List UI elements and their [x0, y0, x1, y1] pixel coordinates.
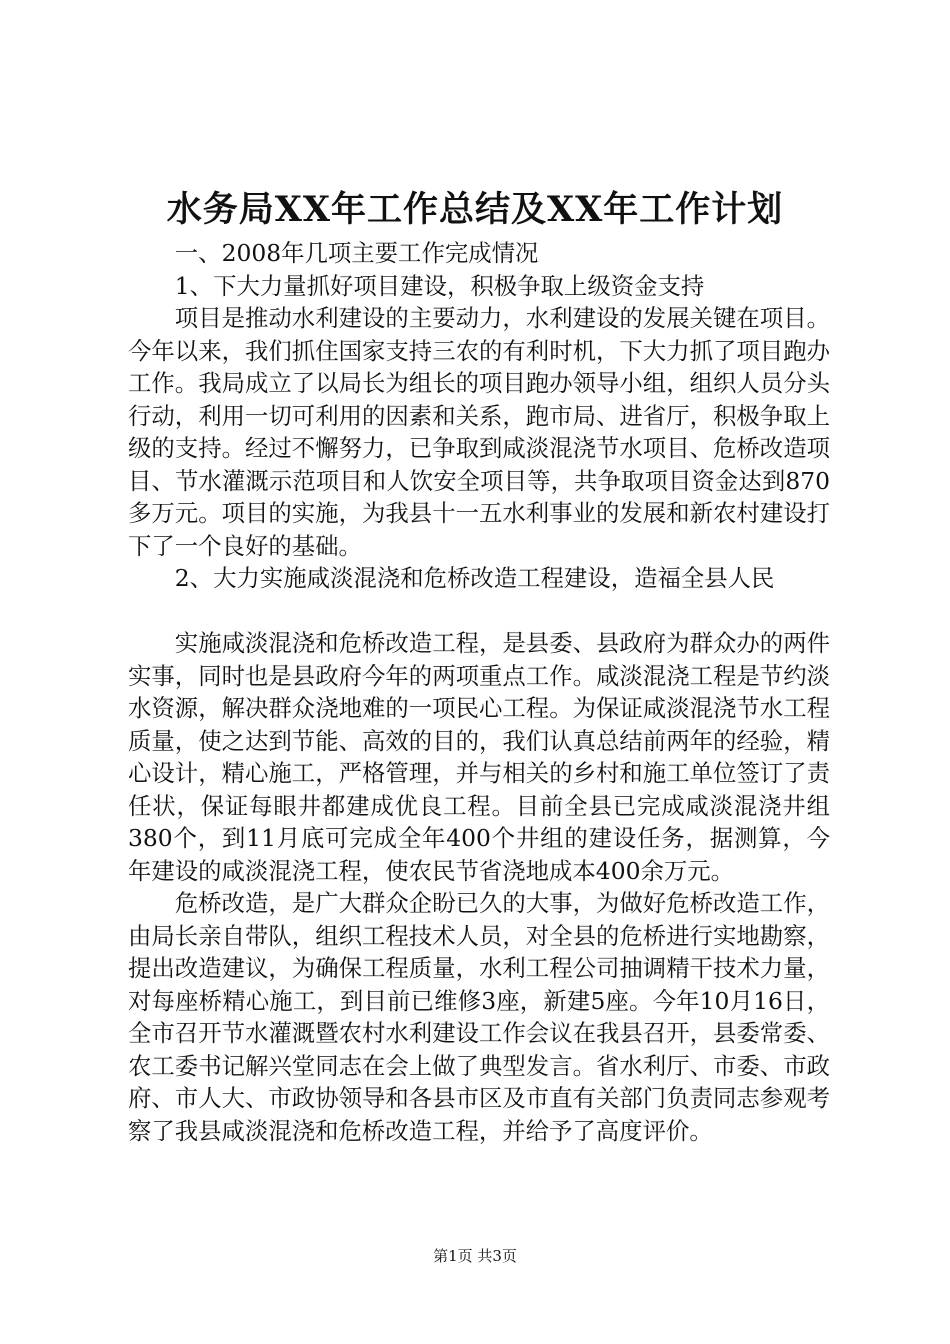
item-heading: 1、下大力量抓好项目建设，积极争取上级资金支持 [174, 271, 705, 300]
paragraph: 项目是推动水利建设的主要动力，水利建设的发展关键在项目。今年以来，我们抓住国家支持三农的有利时机，下大力抓了项目跑办工作。我局成立了以局长为组长的项目跑办领导小组，组织人员分头行动，利用一切可利用的因素和关系，跑市局、进省厅，积极争取上级的支持。经过不懈努力，已争取到咸淡混浇节水项目、危桥改造项目、节水灌溉示范项目和人饮安全项目等，共争取项目资金达到870多万元。项目的实施，为我县十一五水利事业的发展和新农村建设打下了一个良好的基础。 [128, 304, 830, 560]
item-heading: 2、大力实施咸淡混浇和危桥改造工程建设，造福全县人民 [174, 564, 775, 592]
document-title: 水务局XX年工作总结及XX年工作计划 [166, 189, 784, 230]
blank-line [128, 595, 830, 628]
paragraph: 实施咸淡混浇和危桥改造工程，是县委、县政府为群众办的两件实事，同时也是县政府今年的两项重点工作。咸淡混浇工程是节约淡水资源，解决群众浇地难的一项民心工程。为保证咸淡混浇节水工程质量，使之达到节能、高效的目的，我们认真总结前两年的经验，精心设计，精心施工，严格管理，并与相关的乡村和施工单位签订了责任状，保证每眼井都建成优良工程。目前全县已完成咸淡混浇井组380个，到11月底可完成全年400个井组的建设任务，据测算，今年建设的咸淡混浇工程，使农民节省浇地成本400余万元。 [128, 629, 830, 885]
paragraph: 危桥改造，是广大群众企盼已久的大事，为做好危桥改造工作，由局长亲自带队，组织工程技术人员，对全县的危桥进行实地勘察，提出改造建议，为确保工程质量，水利工程公司抽调精干技术力量，对每座桥精心施工，到目前已维修3座，新建5座。今年10月16日，全市召开节水灌溉暨农村水利建设工作会议在我县召开，县委常委、农工委书记解兴堂同志在会上做了典型发言。省水利厅、市委、市政府、市人大、市政协领导和各县市区及市直有关部门负责同志参观考察了我县咸淡混浇和危桥改造工程，并给予了高度评价。 [128, 889, 830, 1145]
page-footer: 第1页 共3页 [433, 1247, 517, 1265]
section-heading: 一、2008年几项主要工作完成情况 [174, 239, 539, 267]
document-body [128, 237, 830, 1147]
